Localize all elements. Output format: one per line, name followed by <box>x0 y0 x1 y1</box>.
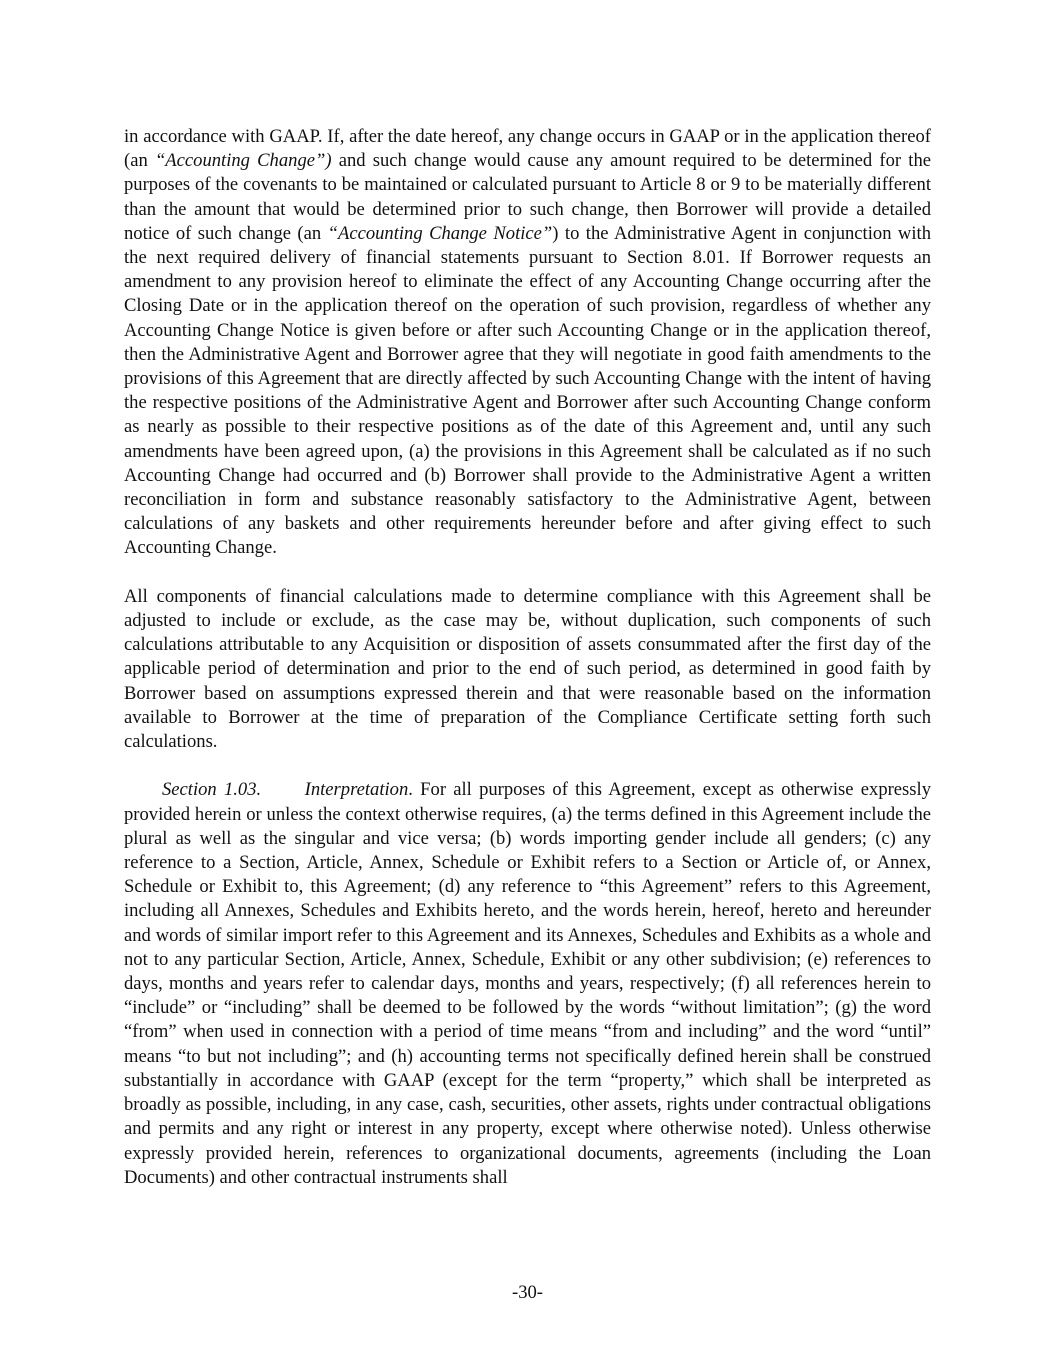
defined-term-accounting-change-notice: “Accounting Change Notice” <box>327 222 553 244</box>
section-number: Section 1.03. <box>162 779 262 801</box>
page-number: -30- <box>512 1282 543 1303</box>
defined-term-accounting-change: “Accounting Change”) <box>154 150 332 172</box>
accounting-change-paragraph <box>124 125 931 561</box>
paragraph-text: in accordance with GAAP. If, after the date hereof, any change occurs in GAAP or in the application thereof (an <box>124 126 931 172</box>
paragraph-text: ) to the Administrative Agent in conjunction with the next required delivery of financial statements pursuant to Section 8.01. If Borrower requests an amendment to any provision hereof to eliminate the effect of any Accounting Change occurring after the Closing Date or in the application thereof on the operation of such provision, regardless of whether any Accounting Change Notice is given before or after such Accounting Change or in the application thereof, then the Administrative Agent and Borrower agree that they will negotiate in good faith amendments to the provisions of this Agreement that are directly affected by such Accounting Change with the intent of having the respective positions of the Administrative Agent and Borrower after such Accounting Change conform as nearly as possible to their respective positions as of the date of this Agreement and, until any such amendments have been agreed upon, (a) the provisions in this Agreement shall be calculated as if no such Accounting Change had occurred and (b) Borrower shall provide to the Administrative Agent a written reconciliation in form and substance reasonably satisfactory to the Administrative Agent, between calculations of any baskets and other requirements hereunder before and after giving effect to such Accounting Change. <box>124 222 931 559</box>
section-heading-period: . <box>408 779 413 801</box>
section-text: For all purposes of this Agreement, except as otherwise expressly provided herein or unless the context otherwise requires, (a) the terms defined in this Agreement include the plural as well as the singular and vice versa; (b) words importing gender include all genders; (c) any reference to a Section, Article, Annex, Schedule or Exhibit refers to a Section or Article of, or Annex, Schedule or Exhibit to, this Agreement; (d) any reference to “this Agreement” refers to this Agreement, including all Annexes, Schedules and Exhibits hereto, and the words herein, hereof, hereto and hereunder and words of similar import refer to this Agreement and its Annexes, Schedules and Exhibits as a whole and not to any particular Section, Article, Annex, Schedule, Exhibit or any other subdivision; (e) references to days, months and years refer to calendar days, months and years, respectively; (f) all references herein to “include” or “including” shall be deemed to be followed by the words “without limitation”; (g) the word “from” when used in connection with a period of time means “from and including” and the word “until” means “to but not including”; and (h) accounting terms not specifically defined herein shall be construed substantially in accordance with GAAP (except for the term “property,” which shall be interpreted as broadly as possible, including, in any case, cash, securities, other assets, rights under contractual obligations and permits and any right or interest in any property, except where otherwise noted). Unless otherwise expressly provided herein, references to organizational documents, agreements (including the Loan Documents) and other contractual instruments shall <box>124 779 931 1188</box>
section-heading: Interpretation <box>304 779 409 801</box>
paragraph-text: and such change would cause any amount required to be determined for the purposes of the covenants to be maintained or calculated pursuant to Article 8 or 9 to be materially different than the amount that would be determined prior to such change, then Borrower will provide a detailed notice of such change (an <box>124 150 931 244</box>
section-1-03-paragraph <box>124 778 931 1189</box>
document-body <box>124 125 931 1190</box>
financial-calculations-paragraph: All components of financial calculations made to determine compliance with this Agreement shall be adjusted to include or exclude, as the case may be, without duplication, such components of such calculations attributable to any Acquisition or disposition of assets consummated after the first day of the applicable period of determination and prior to the end of such period, as determined in good faith by Borrower based on assumptions expressed therein and that were reasonable based on the information available to Borrower at the time of preparation of the Compliance Certificate setting forth such calculations. <box>124 585 931 753</box>
